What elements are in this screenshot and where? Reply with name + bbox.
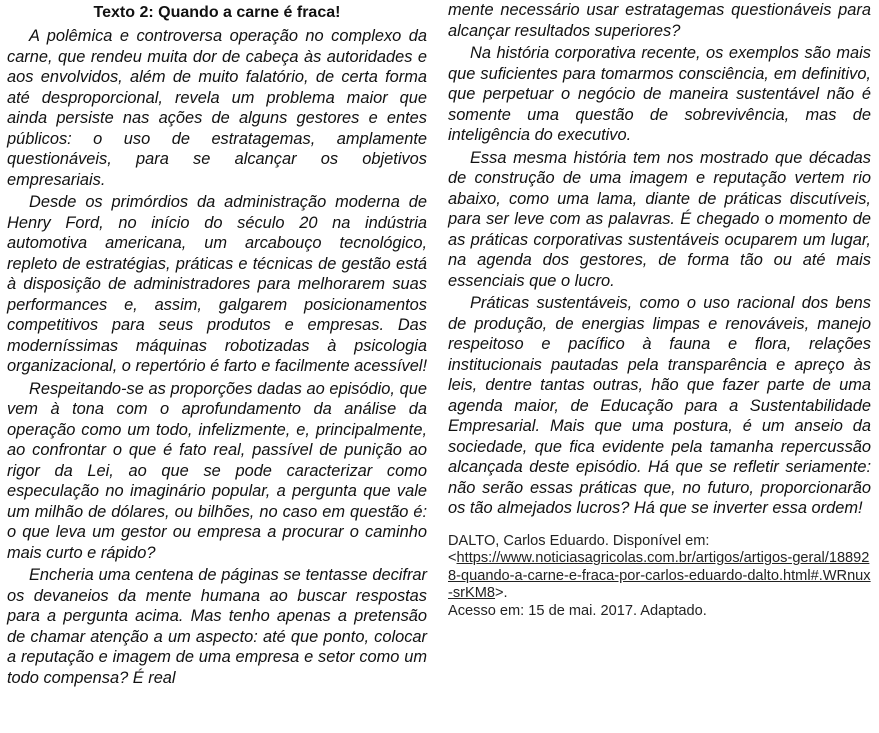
text-title: Texto 2: Quando a carne é fraca! xyxy=(93,4,341,21)
paragraph-1: A polêmica e controversa operação no complexo da carne, que rendeu muita dor de cabeça às autoridades e aos envolvidos, além de muito falatório, de certa forma até desproporcional, revela um problema maior que ainda persiste nas ações de alguns gestores e entes públicos: o uso de estratagemas, amplamente questionáveis, para se alcançar os objetivos empresariais. xyxy=(7,27,427,189)
link-close-bracket: >. xyxy=(495,585,508,601)
source-link-line xyxy=(448,550,871,603)
paragraph-2: Desde os primórdios da administração moderna de Henry Ford, no início do século 20 na indústria automotiva americana, um arcabouço tecnológico, repleto de estratégias, práticas e técnicas de gestão está à disposição de administradores para melhorarem suas performances e, assim, galgarem posicionamentos competitivos para seus produtos e empresas. Das moderníssimas máquinas robotizadas à psicologia organizacional, o repertório é farto e facilmente acessível! xyxy=(7,193,428,375)
paragraph-4: Encheria uma centena de páginas se tentasse decifrar os devaneios da mente humana ao buscar respostas para a pergunta acima. Mas tenho apenas a pretensão de chamar atenção a um aspecto: até que ponto, colocar a reputação e imagem de uma empresa e setor como um todo compensa? É real xyxy=(7,566,427,687)
paragraph-6: Essa mesma história tem nos mostrado que décadas de construção de uma imagem e reputação vertem rio abaixo, como uma lama, diante de práticas discutíveis, para ser leve com as palavras. É chegado o momento de as práticas corporativas sustentáveis ocuparem um lugar, na agenda dos gestores, de forma tão ou até mais essenciais que o lucro. xyxy=(448,148,871,290)
source-access-date: Acesso em: 15 de mai. 2017. Adaptado. xyxy=(448,602,707,619)
source-url-link[interactable]: https://www.noticiasagricolas.com.br/artigos/artigos-geral/188928-quando-a-carne-e-fraca-por-carlos-eduardo-dalto.html#.WRnux-srKM8 xyxy=(448,550,871,601)
paragraph-3: Respeitando-se as proporções dadas ao episódio, que vem à tona com o aprofundamento da análise da operação como um todo, infelizmente, e, principalmente, ao confrontar o que é fato real, passível de punição ao rigor da Lei, ao que se pode caracterizar como especulação no imaginário popular, a pergunta que vale um milhão de dólares, ou bilhões, no caso em questão é: o que leva um gestor ou empresa a procurar o caminho mais curto e rápido? xyxy=(7,379,427,562)
right-column xyxy=(448,0,871,620)
source-citation xyxy=(448,533,871,621)
source-author: DALTO, Carlos Eduardo. Disponível em: xyxy=(448,532,710,549)
paragraph-5: Na história corporativa recente, os exemplos são mais que suficientes para tomarmos consciência, em definitivo, que perpetuar o negócio de maneira sustentável não é somente uma questão de sobrevivência, mas de inteligência do executivo. xyxy=(448,44,871,144)
link-open-bracket: < xyxy=(448,550,457,566)
paragraph-7: Práticas sustentáveis, como o uso racional dos bens de produção, de energias limpas e renováveis, manejo respeitoso e pacífico à fauna e flora, relações institucionais pautadas pela transparência e apreço às leis, dentre tantas outras, hão que fazer parte de uma agenda maior, de Educação para a Sustentabilidade Empresarial. Mais que uma postura, é um anseio da sociedade, que fica evidente pela tamanha repercussão alcançada deste episódio. Há que se refletir seriamente: não serão essas práticas que, no futuro, proporcionarão os tão almejados lucros? Há que se inverter essa ordem! xyxy=(448,294,871,517)
left-column xyxy=(7,0,427,688)
paragraph-4-continuation: mente necessário usar estratagemas questionáveis para alcançar resultados superiores? xyxy=(448,1,871,40)
